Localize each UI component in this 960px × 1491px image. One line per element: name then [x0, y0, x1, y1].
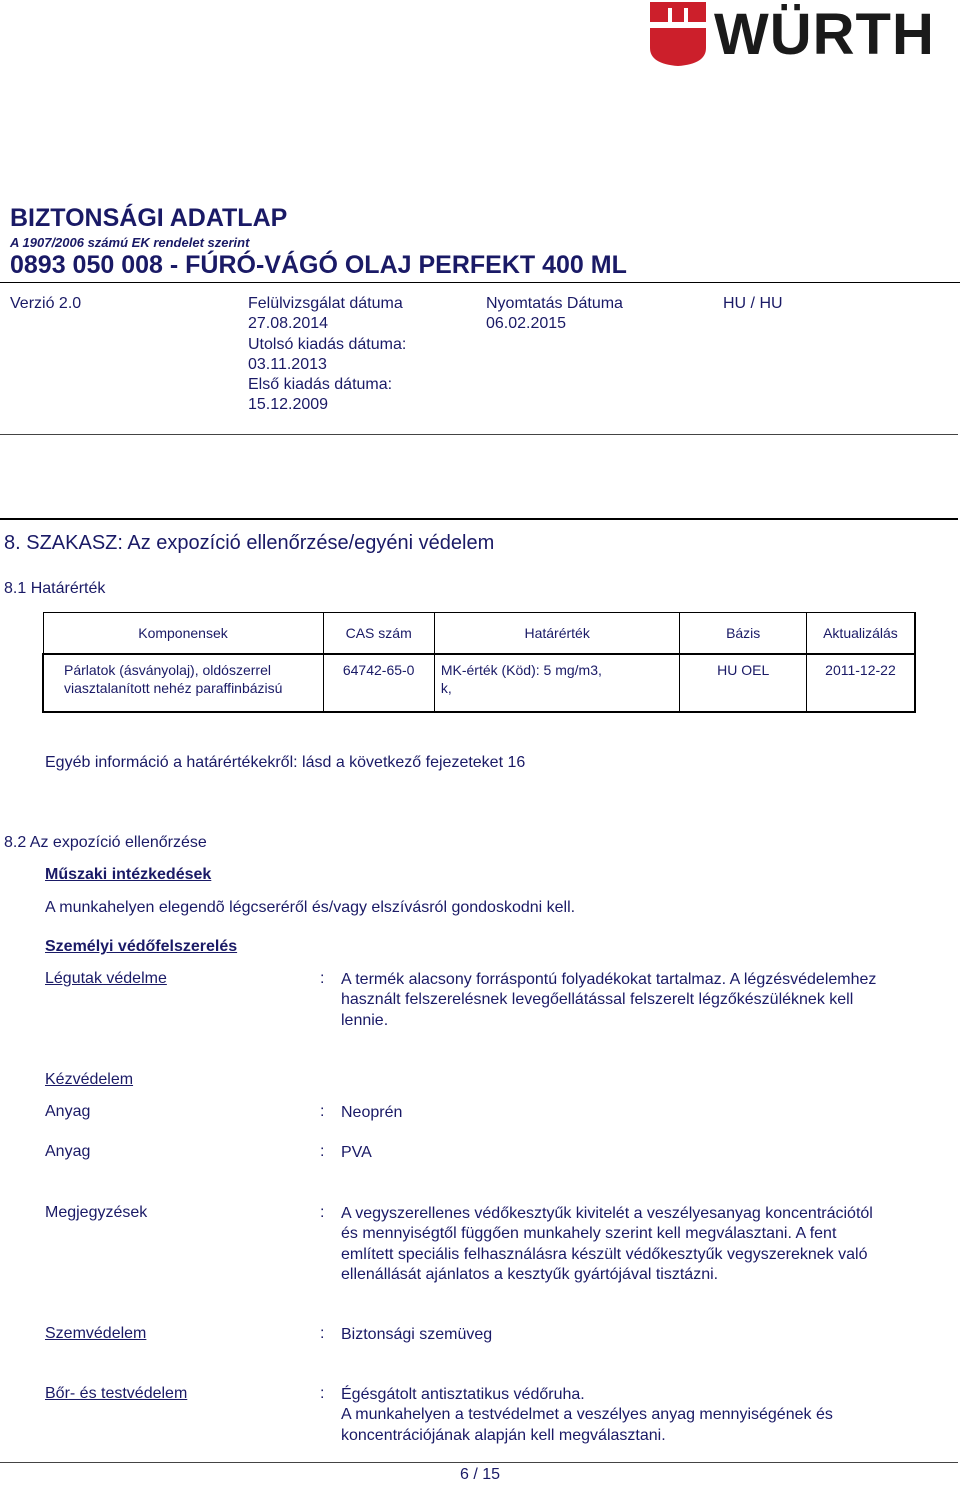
material-1-label: Anyag	[45, 1103, 91, 1120]
header-divider	[0, 282, 960, 283]
limit-values-table	[42, 612, 916, 713]
last-issue-label: Utolsó kiadás dátuma:	[248, 335, 407, 353]
locale: HU / HU	[723, 295, 783, 312]
engineering-heading: Műszaki intézkedések	[45, 866, 212, 883]
subsection-8-2-title: 8.2 Az expozíció ellenőrzése	[4, 834, 207, 851]
print-date: 06.02.2015	[486, 315, 567, 333]
cell-limit	[434, 654, 680, 712]
table-row	[43, 654, 915, 712]
version: Verzió 2.0	[10, 295, 82, 312]
last-issue-date: 03.11.2013	[248, 355, 327, 373]
limit-line-1: MK-érték (Köd): 5 mg/m3,	[440, 662, 602, 678]
print-label: Nyomtatás Dátuma	[486, 295, 623, 312]
material-2-colon: :	[320, 1143, 325, 1160]
first-issue-date: 15.12.2009	[248, 396, 329, 414]
cell-cas: 64742-65-0	[323, 654, 434, 712]
revision-block	[248, 294, 406, 416]
cell-basis: HU OEL	[680, 654, 806, 712]
eye-protection-colon: :	[320, 1325, 325, 1342]
first-issue-label: Első kiadás dátuma:	[248, 376, 393, 394]
respiratory-colon: :	[320, 970, 325, 987]
col-header-cas: CAS szám	[323, 613, 434, 655]
skin-protection-line-1: Égésgátolt antisztatikus védőruha.	[341, 1386, 585, 1403]
meta-divider	[0, 434, 958, 435]
col-header-limit: Határérték	[434, 613, 680, 655]
remarks-colon: :	[320, 1204, 325, 1221]
wurth-logo-svg	[648, 0, 958, 70]
footer-divider	[0, 1462, 958, 1463]
hand-protection-heading: Kézvédelem	[45, 1071, 134, 1088]
other-info-text: Egyéb információ a határértékekről: lásd a következő fejezeteket 16	[45, 754, 526, 771]
eye-protection-label: Szemvédelem	[45, 1325, 147, 1342]
respiratory-label: Légutak védelme	[45, 970, 167, 987]
material-2-label: Anyag	[45, 1143, 91, 1160]
col-header-updated: Aktualizálás	[806, 613, 915, 655]
revision-label: Felülvizsgálat dátuma	[248, 295, 403, 312]
product-title: 0893 050 008 - FÚRÓ-VÁGÓ OLAJ PERFEKT 400 ML	[10, 251, 627, 279]
section-divider	[0, 518, 958, 520]
cell-updated: 2011-12-22	[806, 654, 915, 712]
subsection-8-1-title: 8.1 Határérték	[4, 580, 106, 597]
col-header-components: Komponensek	[43, 613, 323, 655]
remarks-text: A vegyszerellenes védőkesztyűk kivitelét a veszélyesanyag koncentrációtól és mennyiségtől függően munkahely szerint kell megválasztani. A fent említett speciális felhasználásra készült védőkesztyűk vegyszereknek való ellenállását ajánlatos a kesztyűk gyártójával tisztázni.	[341, 1205, 873, 1283]
section-title: 8. SZAKASZ: Az expozíció ellenőrzése/egyéni védelem	[4, 532, 495, 554]
revision-date: 27.08.2014	[248, 315, 329, 333]
wurth-logo	[648, 0, 958, 70]
ppe-heading: Személyi védőfelszerelés	[45, 938, 238, 955]
material-2-value: PVA	[341, 1144, 372, 1161]
col-header-basis: Bázis	[680, 613, 806, 655]
respiratory-text: A termék alacsony forráspontú folyadékokat tartalmaz. A légzésvédelemhez használt felszerelésnek levegőellátással felszerelt légzőkészüléknek kell lennie.	[341, 971, 877, 1029]
table-header-row	[43, 613, 915, 655]
engineering-text: A munkahelyen elegendõ légcseréről és/vagy elszívásról gondoskodni kell.	[45, 899, 576, 916]
cell-component	[43, 654, 323, 712]
material-1-value: Neoprén	[341, 1104, 403, 1121]
skin-protection-colon: :	[320, 1385, 325, 1402]
remarks-label: Megjegyzések	[45, 1204, 148, 1221]
skin-protection-text	[341, 1385, 881, 1446]
limit-line-2: k,	[440, 680, 452, 696]
print-block	[486, 294, 623, 335]
regulation-subtitle: A 1907/2006 számú EK rendelet szerint	[10, 235, 250, 250]
component-line-2: viasztalanított nehéz paraffinbázisú	[64, 680, 283, 696]
skin-protection-label: Bőr- és testvédelem	[45, 1385, 188, 1402]
eye-protection-value: Biztonsági szemüveg	[341, 1326, 493, 1343]
skin-protection-line-2: A munkahelyen a testvédelmet a veszélyes anyag mennyiségének és koncentrációjának alapján kell megválasztani.	[341, 1406, 833, 1444]
material-1-colon: :	[320, 1103, 325, 1120]
component-line-1: Párlatok (ásványolaj), oldószerrel	[64, 662, 271, 678]
page-number: 6 / 15	[459, 1466, 501, 1483]
document-title: BIZTONSÁGI ADATLAP	[10, 204, 288, 232]
svg-text:WÜRTH: WÜRTH	[714, 2, 935, 67]
